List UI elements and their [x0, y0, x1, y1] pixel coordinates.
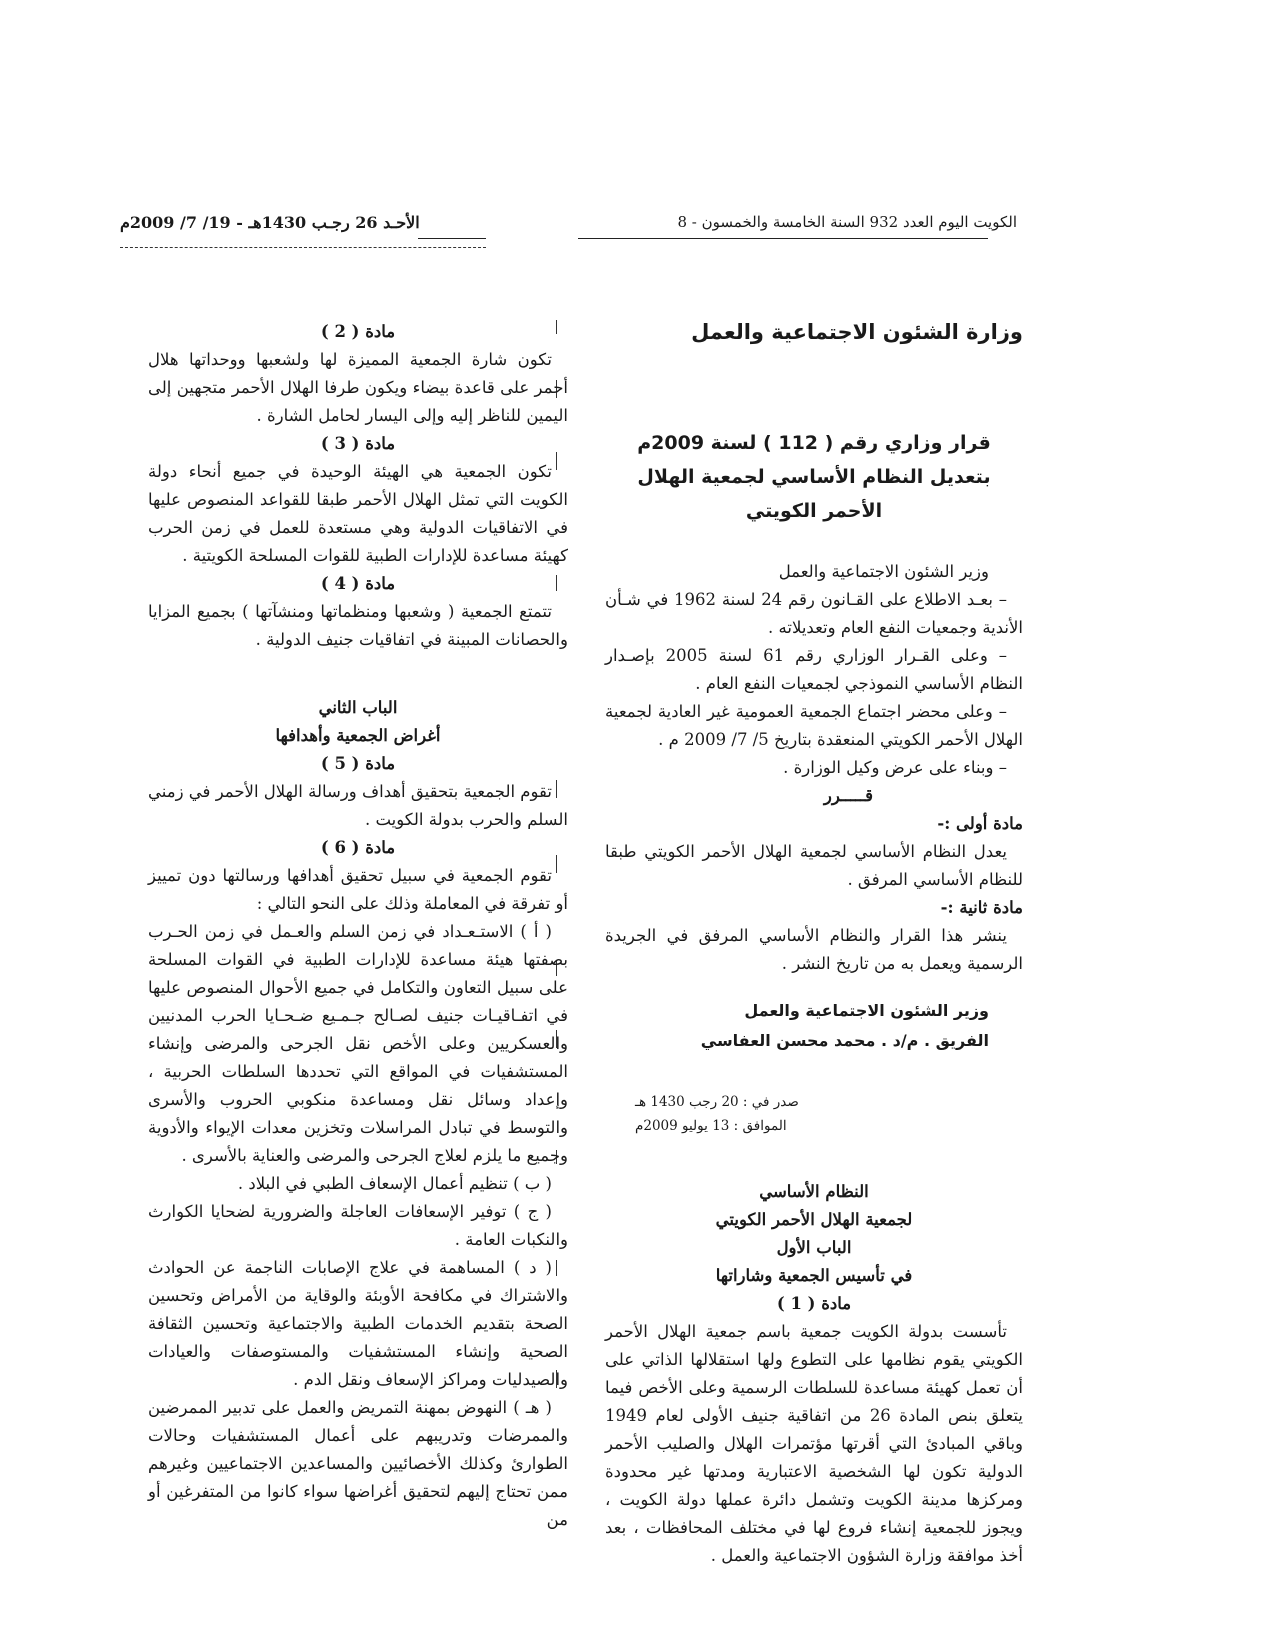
- chapter-1-heading: الباب الأول: [776, 1238, 852, 1257]
- header-rule-left-top: [418, 238, 486, 239]
- recital-3: – وعلى محضر اجتماع الجمعية العمومية غير العادية لجمعية الهلال الأحمر الكويتي المنعقدة بتاريخ 5/ 7/ 2009 م .: [605, 702, 1023, 749]
- article-6-item-a: ( أ ) الاستـعـداد في زمن السلم والعـمل في زمن الحـرب بصفتها هيئة مساعدة للإدارات الطبية في القوات المسلحة على سبيل التعاون والتكامل في جميع الأحوال المنصوص عليها في اتفـاقيـات جنيف لصـالح جـمـيع ضـحـايا الحرب المدنيين والعسكريين وعلى الأخص نقل الجرحى والمرضى وإنشاء المستشفيات في المواقع التي تحددها السلطات الحربية ، وإعداد وسائل نقل ومساعدة منكوبي الحروب والأسرى والتوسط في تبادل المراسلات وتخزين معدات الإيواء والأدوية وجميع ما يلزم لعلاج الجرحى والمرضى والعناية بالأسرى .: [148, 922, 568, 1165]
- header-rule-right: [578, 238, 988, 239]
- article-6-item-b: ( ب ) تنظيم أعمال الإسعاف الطبي في البلاد .: [237, 1174, 552, 1193]
- signature-name: الفريق . م/د . محمد محسن العفاسي: [700, 1031, 989, 1050]
- decree-title-line-1: قرار وزاري رقم ( 112 ) لسنة 2009م: [637, 432, 991, 454]
- article-1-label: مادة أولى :-: [937, 814, 1023, 833]
- article-5-statute-text: تقوم الجمعية بتحقيق أهداف ورسالة الهلال الأحمر في زمني السلم والحرب بدولة الكويت .: [148, 782, 568, 829]
- corresponding-date: الموافق : 13 يوليو 2009م: [635, 1118, 787, 1134]
- minister-intro: وزير الشئون الاجتماعية والعمل: [778, 562, 989, 581]
- article-1-text: يعدل النظام الأساسي لجمعية الهلال الأحمر الكويتي طبقا للنظام الأساسي المرفق .: [605, 842, 1023, 889]
- article-1-statute-text: تأسست بدولة الكويت جمعية باسم جمعية الهلال الأحمر الكويتي يقوم نظامها على التطوع ولها استقلالها الذاتي على أن تعمل كهيئة مساعدة للسلطات الرسمية وعلى الأخص فيما يتعلق بنص المادة 26 من اتفاقية جنيف الأولى لعام 1949 وباقي المبادئ التي أقرتها مؤتمرات الهلال والصليب الأحمر الدولية تكون لها الشخصية الاعتبارية ومدتها غير محدودة ومركزها مدينة الكويت وتشمل دائرة عملها دولة الكويت ، ويجوز للجمعية إنشاء فروع لها في مختلف المحافظات ، بعد أخذ موافقة وزارة الشؤون الاجتماعية والعمل .: [605, 1322, 1023, 1565]
- article-3-statute-text: تكون الجمعية هي الهيئة الوحيدة في جميع أنحاء دولة الكويت التي تمثل الهلال الأحمر طبقا للقواعد المنصوص عليها في الاتفاقيات الدولية وهي مستعدة للعمل في زمن الحرب كهيئة مساعدة للإدارات الطبية للقوات المسلحة الكويتية .: [148, 462, 568, 565]
- header-rule-left-dashed: [120, 247, 486, 248]
- issued-date: صدر في : 20 رجب 1430 هـ: [635, 1094, 799, 1110]
- article-6-item-c: ( ج ) توفير الإسعافات العاجلة والضرورية لضحايا الكوارث والنكبات العامة .: [148, 1202, 568, 1249]
- recital-1: – بعـد الاطلاع على القـانون رقم 24 لسنة 1962 في شـأن الأندية وجمعيات النفع العام وتعديلاته .: [605, 590, 1023, 637]
- ministry-heading: وزارة الشئون الاجتماعية والعمل: [691, 320, 1023, 344]
- right-column: [605, 318, 1023, 1570]
- header-date: الأحـد 26 رجـب 1430هـ - 19/ 7/ 2009م: [120, 213, 420, 232]
- article-5-statute-label: مادة ( 5 ): [320, 754, 396, 773]
- chapter-1-title: في تأسيس الجمعية وشاراتها: [715, 1266, 913, 1285]
- article-2-text: ينشر هذا القرار والنظام الأساسي المرفق في الجريدة الرسمية ويعمل به من تاريخ النشر .: [605, 926, 1023, 973]
- statute-heading-1: النظام الأساسي: [759, 1182, 869, 1201]
- article-6-item-d: ( د ) المساهمة في علاج الإصابات الناجمة عن الحوادث والاشتراك في مكافحة الأوبئة والوقاية من الأمراض وتحسين الصحة بتقديم الخدمات الطبية والاجتماعية وتحسين الثقافة الصحية وإنشاء المستشفيات والمستوصفات والعيادات والصيدليات ومراكز الإسعاف ونقل الدم .: [148, 1258, 568, 1389]
- chapter-2-title: أغراض الجمعية وأهدافها: [275, 726, 441, 745]
- article-6-intro: تقوم الجمعية في سبيل تحقيق أهدافها ورسالتها دون تمييز أو تفرقة في المعاملة وذلك على النحو التالي :: [148, 866, 568, 913]
- article-4-statute-label: مادة ( 4 ): [320, 574, 396, 593]
- header-issue-info: الكويت اليوم العدد 932 السنة الخامسة والخمسون - 8: [677, 213, 1017, 231]
- statute-heading-2: لجمعية الهلال الأحمر الكويتي: [715, 1210, 913, 1229]
- decree-title-line-2: بتعديل النظام الأساسي لجمعية الهلال الأحمر الكويتي: [637, 466, 991, 522]
- article-2-label: مادة ثانية :-: [940, 898, 1023, 917]
- article-6-item-e: ( هـ ) النهوض بمهنة التمريض والعمل على تدبير الممرضين والممرضات وتدريبهم على أعمال المستشفيات وحالات الطوارئ وكذلك الأخصائيين والمساعدين الاجتماعيين وغيرهم ممن تحتاج إليهم لتحقيق أغراضها سواء كانوا من المتفرغين أو من: [148, 1398, 568, 1529]
- chapter-2-heading: الباب الثاني: [318, 698, 398, 717]
- signature-title: وزير الشئون الاجتماعية والعمل: [744, 1001, 989, 1020]
- left-column: [148, 318, 568, 1534]
- article-4-statute-text: تتمتع الجمعية ( وشعبها ومنظماتها ومنشآتها ) بجميع المزايا والحصانات المبينة في اتفاقيات جنيف الدولية .: [148, 602, 568, 649]
- article-3-statute-label: مادة ( 3 ): [320, 434, 396, 453]
- issue-dates: [605, 1090, 1023, 1138]
- decree-title: [605, 426, 1023, 528]
- recital-2: – وعلى القـرار الوزاري رقم 61 لسنة 2005 بإصـدار النظام الأساسي النموذجي لجمعيات النفع العام .: [605, 646, 1023, 693]
- article-6-statute-label: مادة ( 6 ): [320, 838, 396, 857]
- decided-label: قـــــرر: [823, 786, 873, 805]
- signature-block: [605, 996, 1023, 1056]
- recital-4: – وبناء على عرض وكيل الوزارة .: [783, 758, 1007, 777]
- article-1-statute-label: مادة ( 1 ): [776, 1294, 852, 1313]
- article-2-statute-label: مادة ( 2 ): [320, 322, 396, 341]
- article-2-statute-text: تكون شارة الجمعية المميزة لها ولشعبها ووحداتها هلال أحمر على قاعدة بيضاء ويكون طرفا الهلال الأحمر متجهين إلى اليمين للناظر إليه وإلى اليسار لحامل الشارة .: [148, 350, 568, 425]
